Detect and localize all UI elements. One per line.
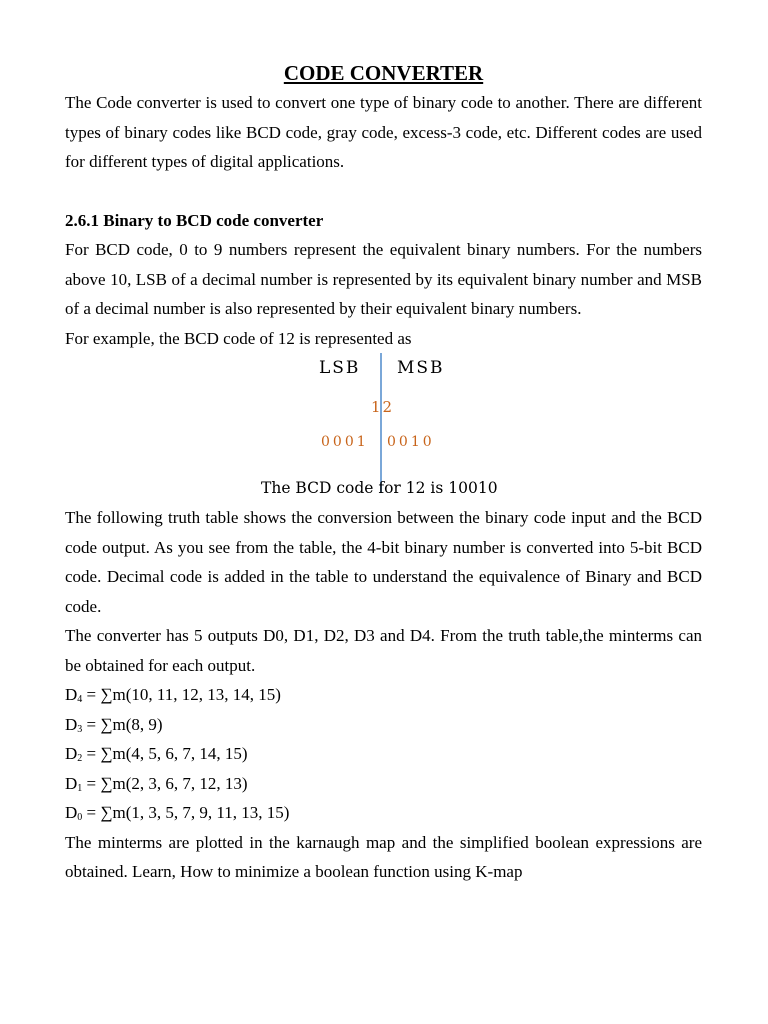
document-page (65, 58, 702, 887)
kmap-paragraph: The minterms are plotted in the karnaugh map and the simplified boolean expressions are obtained. Learn, How to minimize a boolean function using K-map (65, 832, 702, 881)
equation-d2: $D_2 = \sum m(4$, 5, 6, 7, 14, 15) (65, 744, 248, 764)
equation-d4: $D_4 = \sum m(10$, 11, 12, 13, 14, 15) (65, 685, 281, 705)
figure-caption: The BCD code for 12 is 10010 (261, 479, 498, 497)
figure-divider-line (380, 353, 382, 493)
outputs-paragraph: The converter has 5 outputs D0, D1, D2, D3 and D4. From the truth table,the minterms can be obtained for each output. (65, 626, 702, 675)
section-heading: 2.6.1 Binary to BCD code converter (65, 210, 324, 230)
decimal-number: 12 (371, 398, 395, 416)
equation-d0: $D_0 = \sum m(1$, 3, 5, 7, 9, 11, 13, 15) (65, 803, 290, 823)
bcd-paragraph: For BCD code, 0 to 9 numbers represent the equivalent binary numbers. For the numbers above 10, LSB of a decimal number is represented by its equivalent binary number and MSB of a decimal number is also represented by their equivalent binary numbers. (65, 240, 702, 318)
msb-bits: 0010 (387, 434, 435, 450)
page-title: CODE CONVERTER (283, 61, 484, 85)
equation-d3: $D_3 = \sum m(8$, 9) (65, 714, 163, 735)
intro-paragraph: The Code converter is used to convert one type of binary code to another. There are different types of binary codes like BCD code, gray code, excess-3 code, etc. Different codes are used for different types of digital applications. (65, 93, 702, 171)
bcd-example-figure (65, 353, 702, 503)
msb-label: MSB (397, 358, 445, 378)
lsb-label: LSB (319, 358, 361, 378)
minterm-equations (65, 680, 702, 828)
truth-table-paragraph: The following truth table shows the conversion between the binary code input and the BCD code output. As you see from the table, the 4-bit binary number is converted into 5-bit BCD code. Decimal code is added in the table to understand the equivalence of Binary and BCD code. (65, 508, 702, 616)
equation-d1: $D_1 = \sum m(2$, 3, 6, 7, 12, 13) (65, 773, 248, 794)
lsb-bits: 0001 (321, 434, 369, 450)
example-paragraph: For example, the BCD code of 12 is represented as (65, 328, 412, 348)
